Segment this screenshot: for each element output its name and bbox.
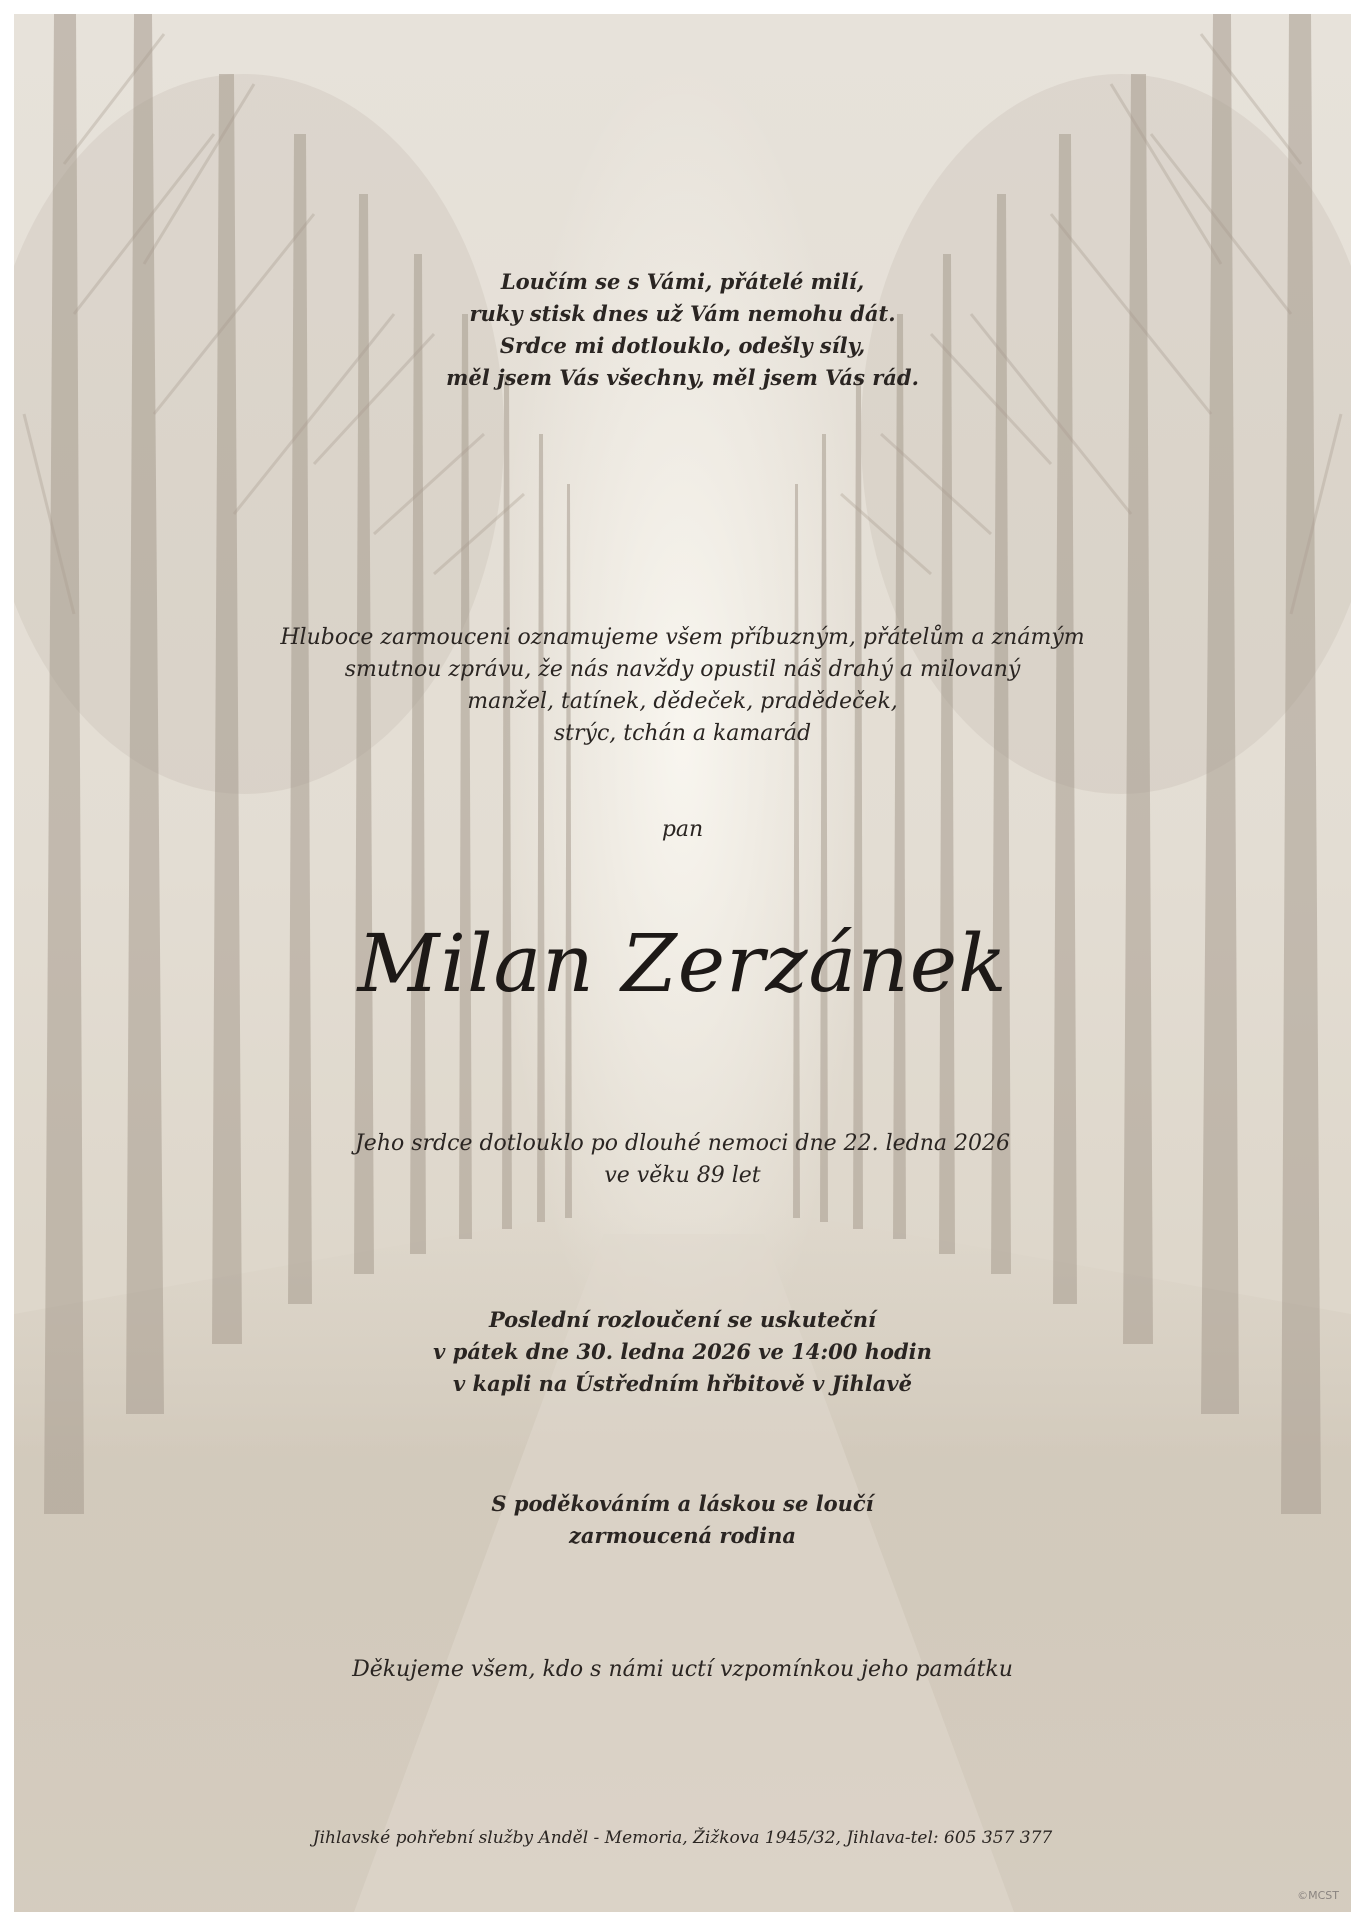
- announcement-line: manžel, tatínek, dědeček, pradědeček,: [467, 689, 898, 714]
- announcement-line: smutnou zprávu, že nás navždy opustil náš drahý a milovaný: [344, 657, 1021, 682]
- funeral-service-footer: Jihlavské pohřební služby Anděl - Memoria, Žižkova 1945/32, Jihlava-tel: 605 357 377: [312, 1828, 1053, 1848]
- death-line: ve věku 89 let: [604, 1163, 761, 1188]
- deceased-name: Milan Zerzánek: [357, 917, 1008, 1010]
- family-line: S poděkováním a láskou se loučí: [491, 1491, 874, 1516]
- closing-thanks: Děkujeme všem, kdo s námi uctí vzpomínkou jeho památku: [352, 1657, 1013, 1682]
- announcement-line: Hluboce zarmouceni oznamujeme všem příbuzným, přátelům a známým: [280, 625, 1085, 650]
- poem-line: Srdce mi dotlouklo, odešly síly,: [499, 333, 866, 358]
- funeral-details: [14, 1304, 1351, 1400]
- announcement-line: strýc, tchán a kamarád: [553, 721, 812, 746]
- funeral-line: v pátek dne 30. ledna 2026 ve 14:00 hodin: [433, 1339, 932, 1364]
- family-signature: [14, 1488, 1351, 1552]
- poem-line: měl jsem Vás všechny, měl jsem Vás rád.: [446, 365, 919, 390]
- death-notice: [14, 1128, 1351, 1192]
- farewell-poem: [14, 266, 1351, 394]
- funeral-line: Poslední rozloučení se uskuteční: [488, 1307, 877, 1332]
- family-line: zarmoucená rodina: [568, 1523, 797, 1548]
- death-line: Jeho srdce dotlouklo po dlouhé nemoci dne 22. ledna 2026: [354, 1131, 1011, 1156]
- announcement-text: [14, 622, 1351, 750]
- salutation: pan: [661, 817, 704, 842]
- poem-line: Loučím se s Vámi, přátelé milí,: [500, 269, 865, 294]
- poem-line: ruky stisk dnes už Vám nemohu dát.: [469, 301, 896, 326]
- funeral-line: v kapli na Ústředním hřbitově v Jihlavě: [453, 1371, 912, 1396]
- copyright-mark: ©MCST: [1297, 1889, 1339, 1902]
- obituary-sheet: [14, 14, 1351, 1912]
